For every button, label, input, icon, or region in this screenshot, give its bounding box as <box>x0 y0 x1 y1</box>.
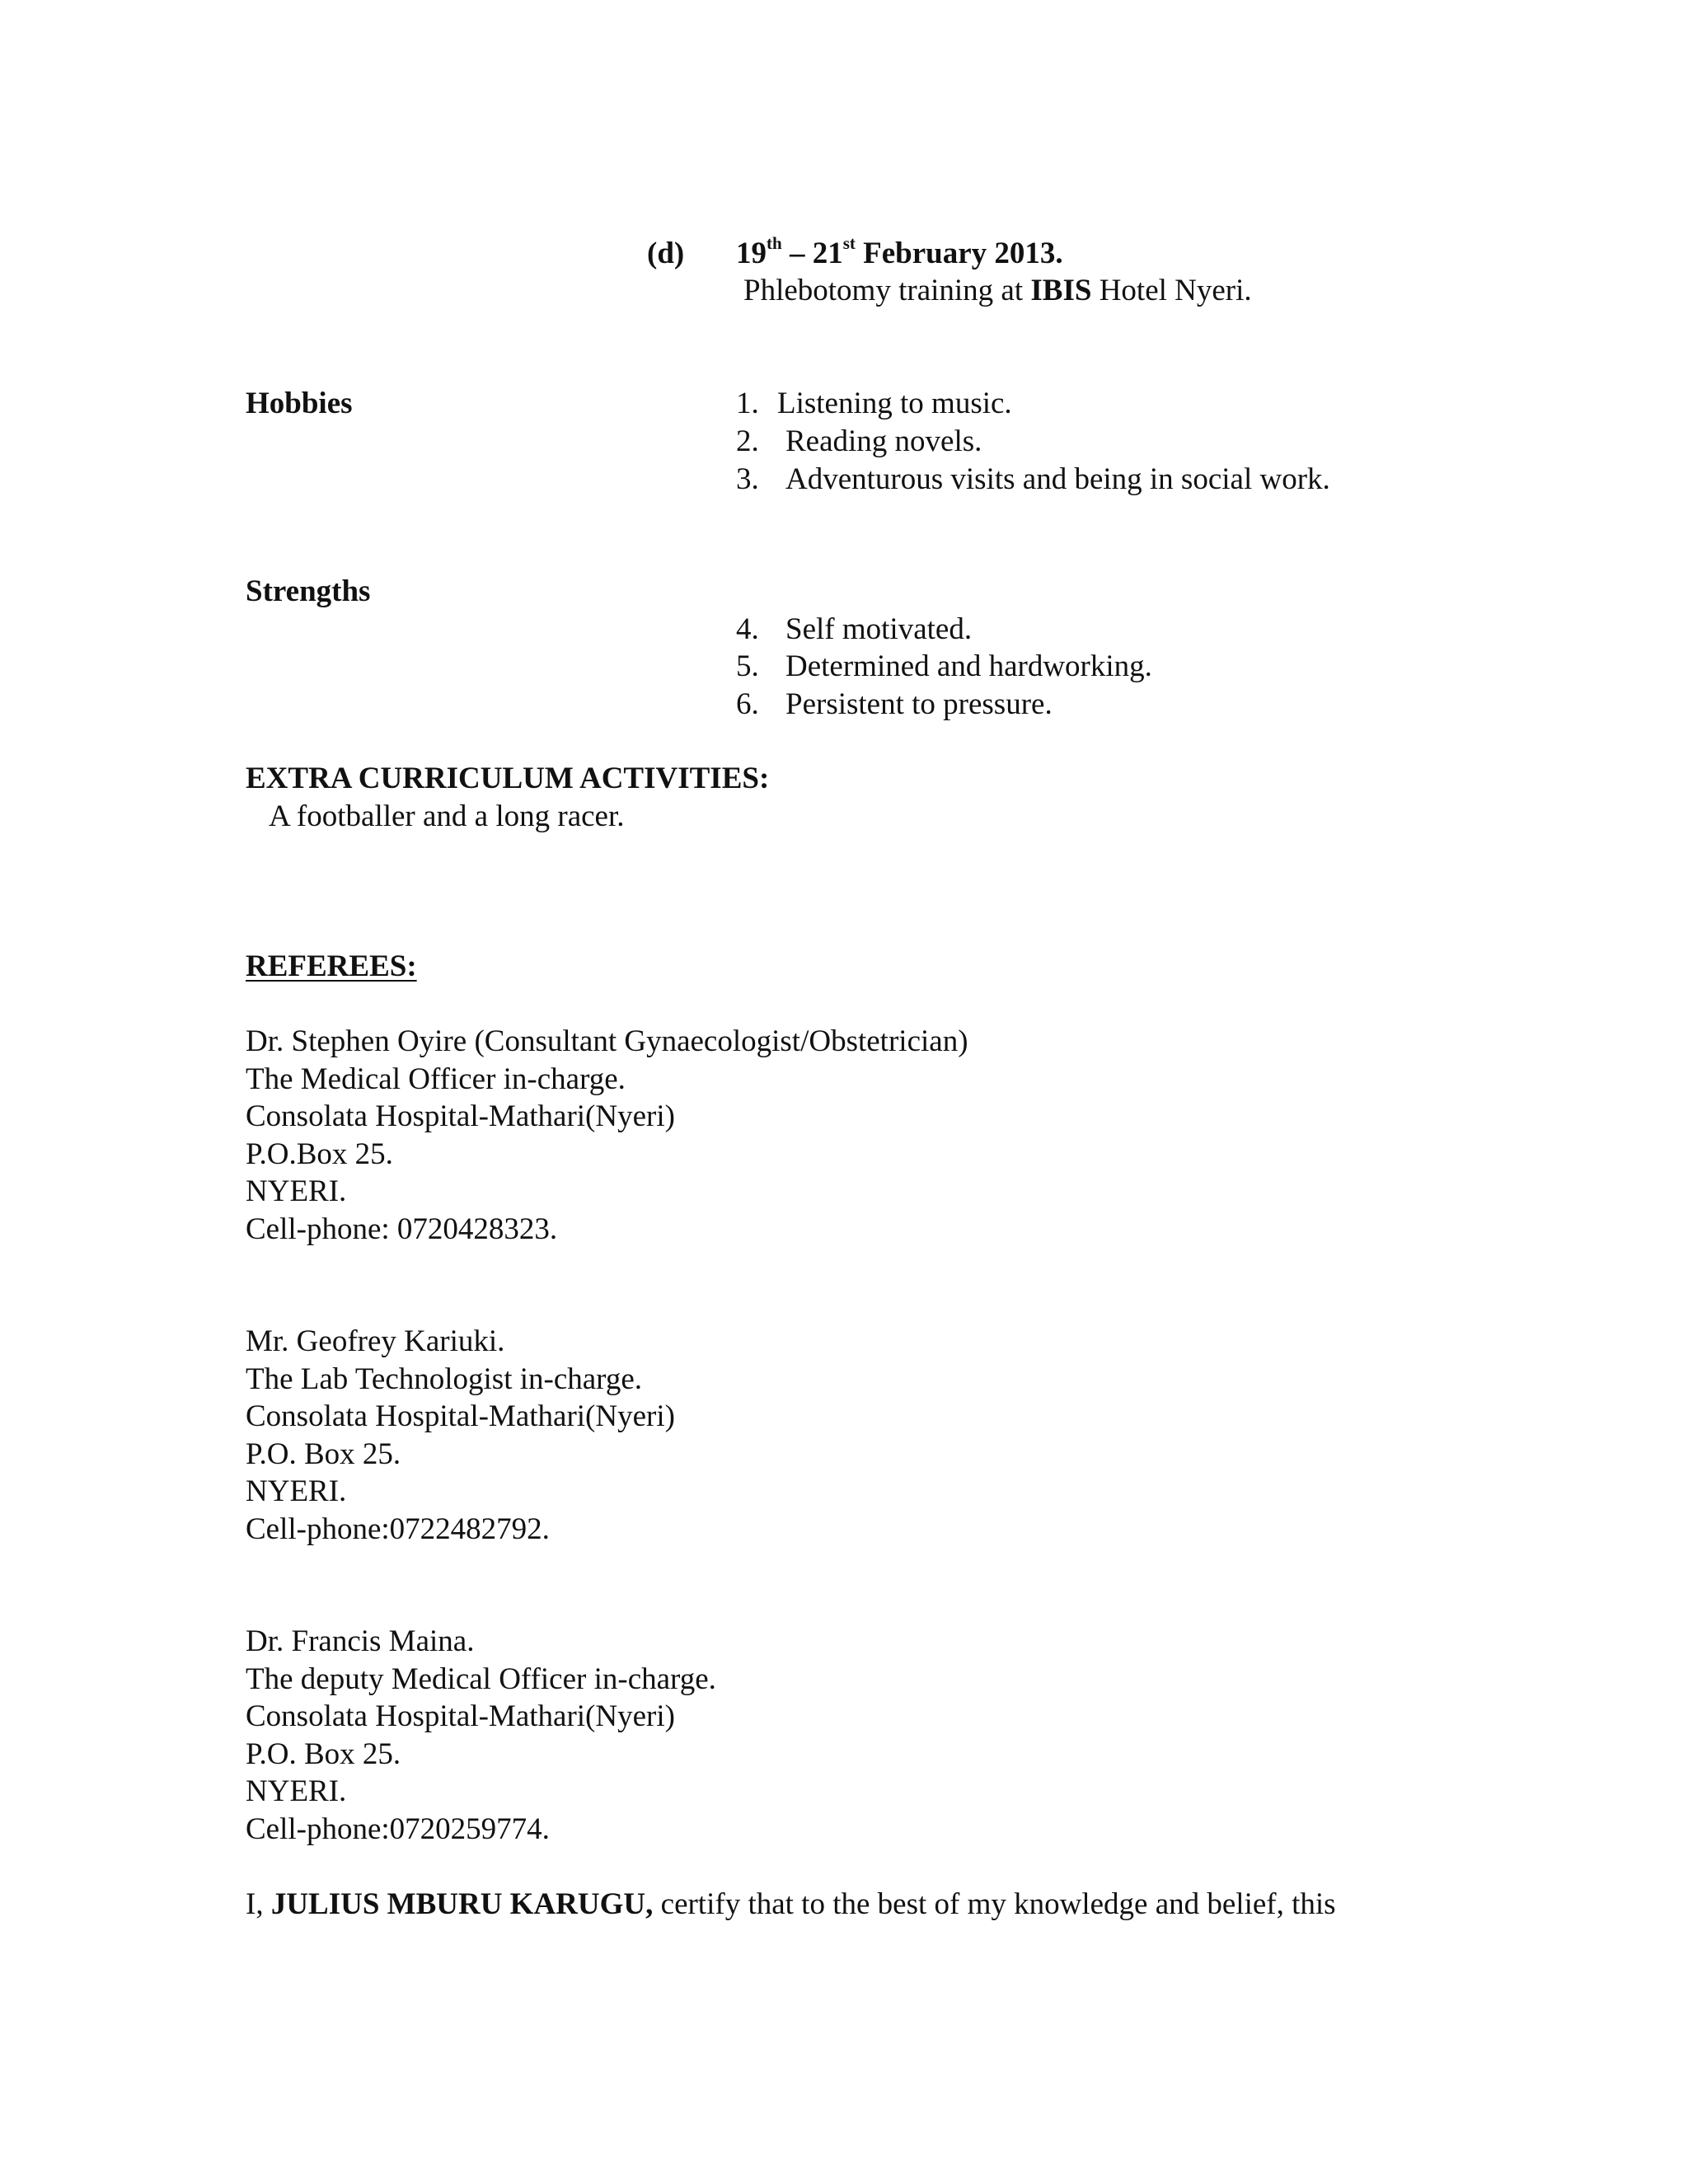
referees-heading: REFEREES: <box>246 949 417 983</box>
referee-line: Cell-phone:0720259774. <box>246 1812 550 1846</box>
strength-text: Persistent to pressure. <box>785 687 1053 721</box>
referee-line: Consolata Hospital-Mathari(Nyeri) <box>246 1699 675 1733</box>
referee-line: The Lab Technologist in-charge. <box>246 1362 642 1396</box>
certification-statement <box>246 1886 1336 1924</box>
referee-line: P.O.Box 25. <box>246 1137 393 1171</box>
strength-number: 6. <box>736 687 759 721</box>
referee-line: The deputy Medical Officer in-charge. <box>246 1662 716 1696</box>
training-desc-pre: Phlebotomy training at <box>743 274 1031 307</box>
hobbies-heading: Hobbies <box>246 387 353 420</box>
training-date-mid: – 21 <box>781 237 843 270</box>
certification-name: JULIUS MBURU KARUGU, <box>270 1887 654 1921</box>
training-date-sup1: th <box>767 232 782 253</box>
referee-line: Consolata Hospital-Mathari(Nyeri) <box>246 1099 675 1133</box>
strength-number: 5. <box>736 649 759 683</box>
hobby-item-3 <box>736 461 1330 499</box>
referee-line: Consolata Hospital-Mathari(Nyeri) <box>246 1399 675 1433</box>
hobby-number: 2. <box>736 424 759 458</box>
hobby-text: Listening to music. <box>777 387 1012 420</box>
referee-line: NYERI. <box>246 1774 347 1808</box>
referee-line: P.O. Box 25. <box>246 1437 401 1471</box>
referee-line: NYERI. <box>246 1174 347 1208</box>
training-marker: (d) <box>647 237 685 270</box>
hobby-item-2 <box>736 423 982 461</box>
referee-line: The Medical Officer in-charge. <box>246 1062 626 1096</box>
strength-text: Self motivated. <box>785 612 973 646</box>
strength-number: 4. <box>736 612 759 646</box>
hobby-item-1 <box>736 385 1012 423</box>
referee-line: Cell-phone:0722482792. <box>246 1512 550 1546</box>
training-date <box>736 232 1063 273</box>
hobby-number: 1. <box>736 387 759 420</box>
hobby-text: Reading novels. <box>785 424 982 458</box>
hobby-text: Adventurous visits and being in social work. <box>785 462 1330 496</box>
referee-line: Dr. Francis Maina. <box>246 1624 475 1658</box>
referee-line: P.O. Box 25. <box>246 1737 401 1771</box>
strength-text: Determined and hardworking. <box>785 649 1152 683</box>
extra-curriculum-text: A footballer and a long racer. <box>269 799 625 833</box>
certification-post: certify that to the best of my knowledge and belief, this <box>653 1887 1336 1921</box>
extra-curriculum-heading: EXTRA CURRICULUM ACTIVITIES: <box>246 762 770 795</box>
referee-line: Mr. Geofrey Kariuki. <box>246 1324 505 1358</box>
certification-pre: I, <box>246 1887 271 1921</box>
training-date-sup2: st <box>842 232 856 253</box>
strength-item-6 <box>736 686 1053 724</box>
referee-line: Cell-phone: 0720428323. <box>246 1212 558 1246</box>
training-date-end: February 2013. <box>855 237 1063 270</box>
training-date-day1: 19 <box>736 237 767 270</box>
referee-line: NYERI. <box>246 1474 347 1508</box>
training-desc-post: Hotel Nyeri. <box>1091 274 1252 307</box>
training-desc-venue: IBIS <box>1030 274 1092 307</box>
strength-item-4 <box>736 611 972 649</box>
referee-line: Dr. Stephen Oyire (Consultant Gynaecologist/Obstetrician) <box>246 1024 968 1058</box>
strength-item-5 <box>736 648 1152 686</box>
training-description <box>743 272 1252 310</box>
hobby-number: 3. <box>736 462 759 496</box>
strengths-heading: Strengths <box>246 574 371 608</box>
